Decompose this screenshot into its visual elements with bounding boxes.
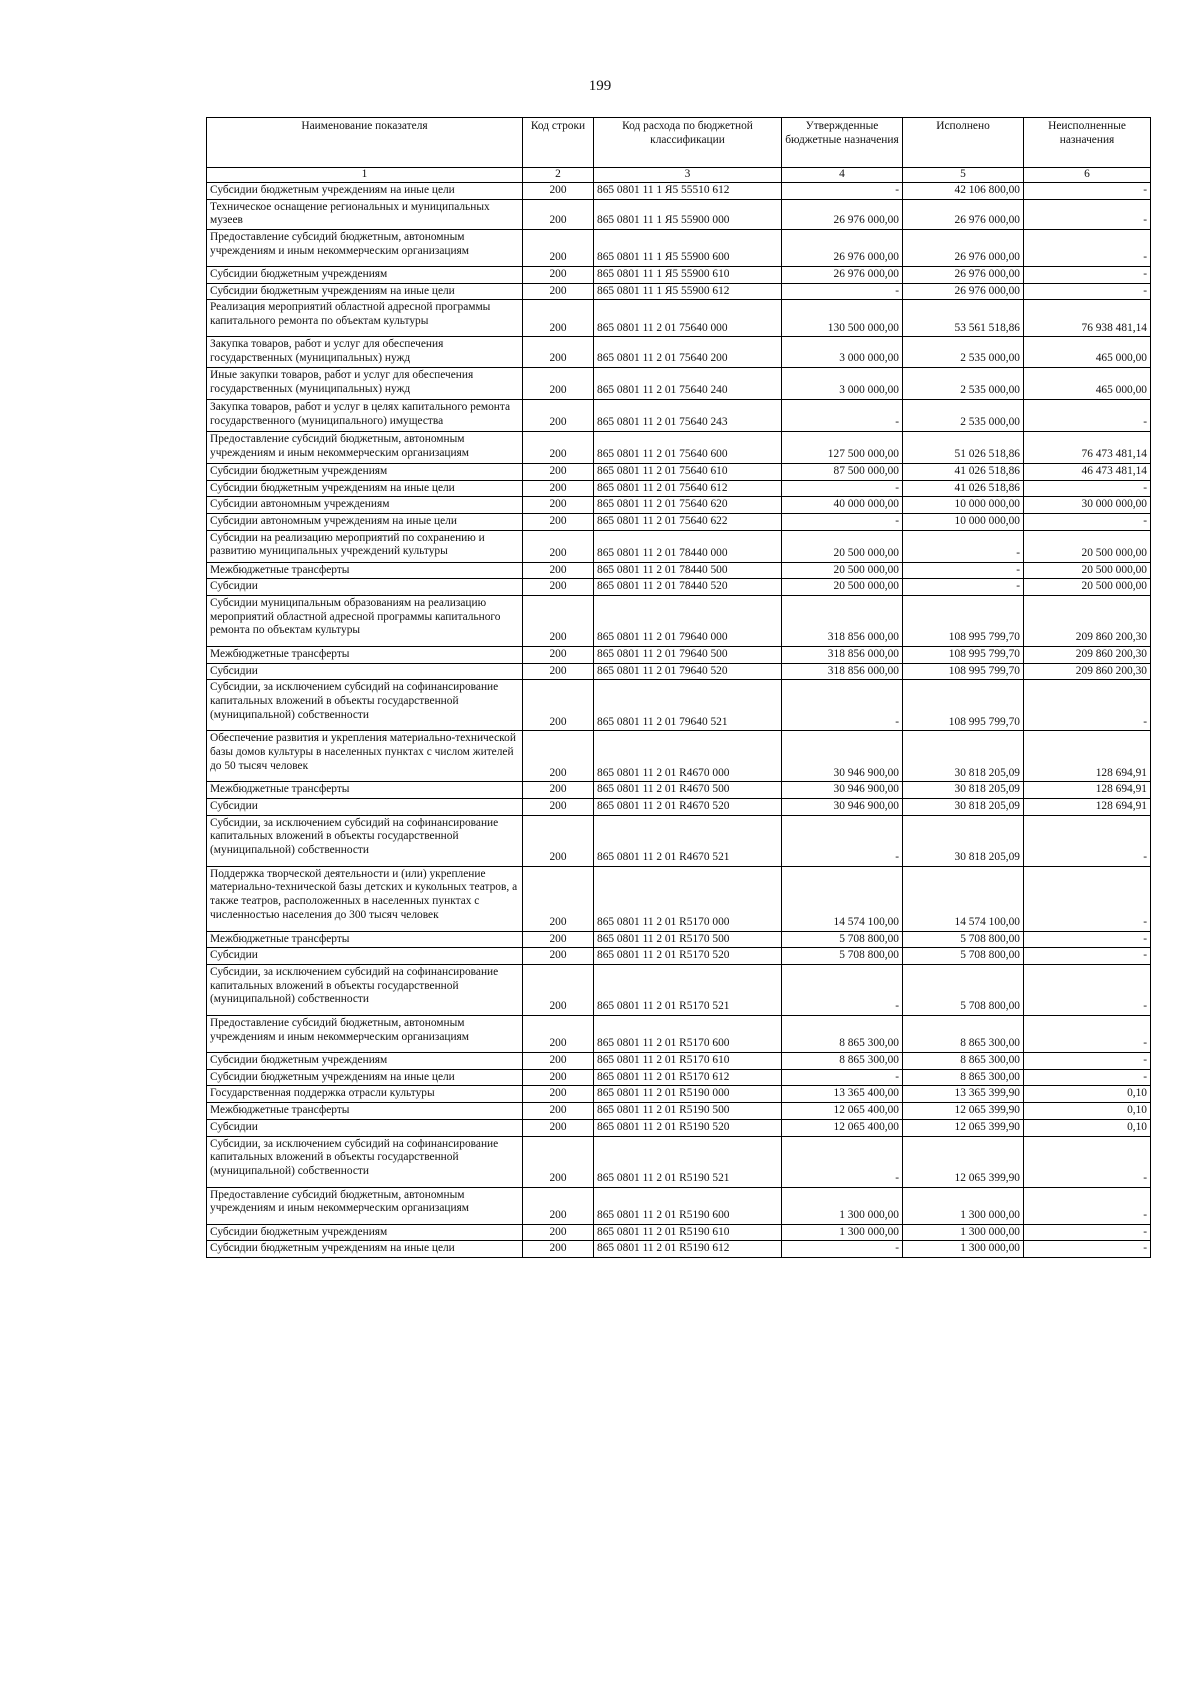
table-row <box>207 399 1151 431</box>
row-executed-amount: 1 300 000,00 <box>903 1187 1024 1224</box>
row-unexecuted-amount: - <box>1024 815 1151 866</box>
row-executed-amount: 8 865 300,00 <box>903 1053 1024 1070</box>
row-line-code: 200 <box>523 1187 594 1224</box>
row-line-code: 200 <box>523 267 594 284</box>
row-unexecuted-amount: - <box>1024 480 1151 497</box>
column-number: 3 <box>594 168 782 183</box>
row-approved-amount: 40 000 000,00 <box>782 497 903 514</box>
row-approved-amount: - <box>782 480 903 497</box>
row-unexecuted-amount: - <box>1024 399 1151 431</box>
row-line-code: 200 <box>523 367 594 399</box>
row-line-code: 200 <box>523 183 594 200</box>
table-body <box>207 183 1151 1258</box>
row-unexecuted-amount: - <box>1024 1187 1151 1224</box>
row-expense-code: 865 0801 11 2 01 R5190 600 <box>594 1187 782 1224</box>
row-expense-code: 865 0801 11 2 01 R5190 500 <box>594 1103 782 1120</box>
table-row <box>207 513 1151 530</box>
row-expense-code: 865 0801 11 2 01 79640 500 <box>594 646 782 663</box>
row-expense-code: 865 0801 11 1 Я5 55900 000 <box>594 199 782 229</box>
table-row <box>207 815 1151 866</box>
row-approved-amount: - <box>782 513 903 530</box>
table-row <box>207 731 1151 782</box>
row-expense-code: 865 0801 11 2 01 R4670 521 <box>594 815 782 866</box>
row-indicator-name: Субсидии бюджетным учреждениям <box>207 1224 523 1241</box>
row-expense-code: 865 0801 11 2 01 R4670 000 <box>594 731 782 782</box>
table-row <box>207 866 1151 931</box>
header-unexecuted: Неисполненные назначения <box>1024 118 1151 168</box>
row-approved-amount: 13 365 400,00 <box>782 1086 903 1103</box>
row-approved-amount: 1 300 000,00 <box>782 1187 903 1224</box>
row-expense-code: 865 0801 11 2 01 75640 610 <box>594 463 782 480</box>
table-row <box>207 1136 1151 1187</box>
row-line-code: 200 <box>523 731 594 782</box>
table-row <box>207 782 1151 799</box>
table-row <box>207 463 1151 480</box>
table-row <box>207 183 1151 200</box>
row-executed-amount: 30 818 205,09 <box>903 815 1024 866</box>
row-unexecuted-amount: - <box>1024 230 1151 267</box>
row-approved-amount: - <box>782 680 903 731</box>
row-approved-amount: - <box>782 1069 903 1086</box>
row-unexecuted-amount: 20 500 000,00 <box>1024 579 1151 596</box>
row-approved-amount: - <box>782 1136 903 1187</box>
row-expense-code: 865 0801 11 2 01 75640 243 <box>594 399 782 431</box>
table-row <box>207 646 1151 663</box>
row-indicator-name: Субсидии бюджетным учреждениям на иные цели <box>207 1241 523 1258</box>
table-row <box>207 480 1151 497</box>
row-unexecuted-amount: - <box>1024 283 1151 300</box>
row-expense-code: 865 0801 11 2 01 R5190 521 <box>594 1136 782 1187</box>
row-expense-code: 865 0801 11 2 01 79640 521 <box>594 680 782 731</box>
table-row <box>207 931 1151 948</box>
row-executed-amount: - <box>903 562 1024 579</box>
row-indicator-name: Межбюджетные трансферты <box>207 782 523 799</box>
table-row <box>207 497 1151 514</box>
row-approved-amount: - <box>782 183 903 200</box>
header-indicator-name: Наименование показателя <box>207 118 523 168</box>
row-unexecuted-amount: - <box>1024 1069 1151 1086</box>
row-executed-amount: - <box>903 530 1024 562</box>
row-approved-amount: 20 500 000,00 <box>782 562 903 579</box>
row-indicator-name: Субсидии бюджетным учреждениям <box>207 463 523 480</box>
row-approved-amount: 26 976 000,00 <box>782 267 903 284</box>
row-expense-code: 865 0801 11 2 01 R5190 612 <box>594 1241 782 1258</box>
row-indicator-name: Субсидии <box>207 1119 523 1136</box>
row-executed-amount: 2 535 000,00 <box>903 399 1024 431</box>
row-unexecuted-amount: - <box>1024 680 1151 731</box>
row-approved-amount: 12 065 400,00 <box>782 1119 903 1136</box>
row-executed-amount: 26 976 000,00 <box>903 230 1024 267</box>
row-indicator-name: Межбюджетные трансферты <box>207 646 523 663</box>
row-expense-code: 865 0801 11 2 01 75640 600 <box>594 431 782 463</box>
row-executed-amount: 108 995 799,70 <box>903 680 1024 731</box>
row-expense-code: 865 0801 11 2 01 R5170 521 <box>594 965 782 1016</box>
row-expense-code: 865 0801 11 2 01 75640 200 <box>594 337 782 367</box>
table-row <box>207 1069 1151 1086</box>
row-indicator-name: Межбюджетные трансферты <box>207 1103 523 1120</box>
row-executed-amount: 12 065 399,90 <box>903 1103 1024 1120</box>
table-row <box>207 1053 1151 1070</box>
row-expense-code: 865 0801 11 2 01 75640 620 <box>594 497 782 514</box>
table-row <box>207 1187 1151 1224</box>
row-line-code: 200 <box>523 399 594 431</box>
row-unexecuted-amount: 465 000,00 <box>1024 337 1151 367</box>
row-expense-code: 865 0801 11 1 Я5 55900 610 <box>594 267 782 284</box>
row-line-code: 200 <box>523 866 594 931</box>
row-executed-amount: 2 535 000,00 <box>903 367 1024 399</box>
row-line-code: 200 <box>523 480 594 497</box>
row-unexecuted-amount: 0,10 <box>1024 1119 1151 1136</box>
row-line-code: 200 <box>523 562 594 579</box>
row-line-code: 200 <box>523 965 594 1016</box>
row-indicator-name: Закупка товаров, работ и услуг в целях капитального ремонта государственного (муниципального) имущества <box>207 399 523 431</box>
row-approved-amount: - <box>782 1241 903 1258</box>
row-approved-amount: 20 500 000,00 <box>782 579 903 596</box>
row-indicator-name: Субсидии, за исключением субсидий на софинансирование капитальных вложений в объекты государственной (муниципальной) собственности <box>207 815 523 866</box>
row-executed-amount: 5 708 800,00 <box>903 948 1024 965</box>
header-row <box>207 118 1151 168</box>
row-indicator-name: Субсидии бюджетным учреждениям <box>207 1053 523 1070</box>
row-expense-code: 865 0801 11 2 01 78440 500 <box>594 562 782 579</box>
row-approved-amount: - <box>782 815 903 866</box>
table-row <box>207 1119 1151 1136</box>
row-line-code: 200 <box>523 1241 594 1258</box>
row-indicator-name: Субсидии <box>207 948 523 965</box>
row-line-code: 200 <box>523 230 594 267</box>
row-line-code: 200 <box>523 1119 594 1136</box>
row-unexecuted-amount: - <box>1024 1016 1151 1053</box>
table-row <box>207 965 1151 1016</box>
row-unexecuted-amount: 30 000 000,00 <box>1024 497 1151 514</box>
row-executed-amount: 12 065 399,90 <box>903 1136 1024 1187</box>
row-executed-amount: 26 976 000,00 <box>903 199 1024 229</box>
row-expense-code: 865 0801 11 2 01 79640 000 <box>594 595 782 646</box>
row-line-code: 200 <box>523 463 594 480</box>
row-expense-code: 865 0801 11 2 01 75640 622 <box>594 513 782 530</box>
row-indicator-name: Государственная поддержка отрасли культуры <box>207 1086 523 1103</box>
row-executed-amount: 10 000 000,00 <box>903 497 1024 514</box>
table-row <box>207 663 1151 680</box>
row-approved-amount: 5 708 800,00 <box>782 948 903 965</box>
row-executed-amount: 53 561 518,86 <box>903 300 1024 337</box>
row-indicator-name: Предоставление субсидий бюджетным, автономным учреждениям и иным некоммерческим организациям <box>207 1187 523 1224</box>
row-unexecuted-amount: - <box>1024 1053 1151 1070</box>
row-unexecuted-amount: - <box>1024 1136 1151 1187</box>
row-indicator-name: Субсидии бюджетным учреждениям на иные цели <box>207 183 523 200</box>
row-indicator-name: Поддержка творческой деятельности и (или) укрепление материально-технической базы детских и кукольных театров, а также театров, расположенных в населенных пунктах с численностью населения до 300 тысяч человек <box>207 866 523 931</box>
row-executed-amount: 5 708 800,00 <box>903 965 1024 1016</box>
table-row <box>207 1103 1151 1120</box>
row-approved-amount: 8 865 300,00 <box>782 1016 903 1053</box>
row-unexecuted-amount: 0,10 <box>1024 1103 1151 1120</box>
row-line-code: 200 <box>523 1103 594 1120</box>
table-row <box>207 283 1151 300</box>
row-expense-code: 865 0801 11 2 01 R5170 600 <box>594 1016 782 1053</box>
table-row <box>207 530 1151 562</box>
row-expense-code: 865 0801 11 2 01 78440 000 <box>594 530 782 562</box>
column-number: 5 <box>903 168 1024 183</box>
row-executed-amount: - <box>903 579 1024 596</box>
row-unexecuted-amount: 128 694,91 <box>1024 731 1151 782</box>
row-expense-code: 865 0801 11 2 01 75640 000 <box>594 300 782 337</box>
row-approved-amount: 318 856 000,00 <box>782 663 903 680</box>
row-unexecuted-amount: - <box>1024 513 1151 530</box>
column-number: 2 <box>523 168 594 183</box>
row-expense-code: 865 0801 11 1 Я5 55900 600 <box>594 230 782 267</box>
row-executed-amount: 1 300 000,00 <box>903 1224 1024 1241</box>
row-executed-amount: 14 574 100,00 <box>903 866 1024 931</box>
row-executed-amount: 30 818 205,09 <box>903 799 1024 816</box>
table-header <box>207 118 1151 183</box>
row-approved-amount: 14 574 100,00 <box>782 866 903 931</box>
row-unexecuted-amount: - <box>1024 948 1151 965</box>
row-unexecuted-amount: 20 500 000,00 <box>1024 562 1151 579</box>
table-row <box>207 595 1151 646</box>
row-approved-amount: - <box>782 283 903 300</box>
row-line-code: 200 <box>523 948 594 965</box>
row-expense-code: 865 0801 11 1 Я5 55510 612 <box>594 183 782 200</box>
row-expense-code: 865 0801 11 2 01 R4670 500 <box>594 782 782 799</box>
row-indicator-name: Межбюджетные трансферты <box>207 562 523 579</box>
table-row <box>207 300 1151 337</box>
row-indicator-name: Субсидии бюджетным учреждениям <box>207 267 523 284</box>
row-expense-code: 865 0801 11 2 01 75640 612 <box>594 480 782 497</box>
row-approved-amount: 127 500 000,00 <box>782 431 903 463</box>
budget-execution-table <box>206 117 1151 1258</box>
row-approved-amount: 30 946 900,00 <box>782 782 903 799</box>
row-indicator-name: Субсидии автономным учреждениям <box>207 497 523 514</box>
row-executed-amount: 8 865 300,00 <box>903 1016 1024 1053</box>
row-unexecuted-amount: - <box>1024 199 1151 229</box>
row-expense-code: 865 0801 11 2 01 R5170 612 <box>594 1069 782 1086</box>
row-approved-amount: 5 708 800,00 <box>782 931 903 948</box>
row-approved-amount: 20 500 000,00 <box>782 530 903 562</box>
row-executed-amount: 42 106 800,00 <box>903 183 1024 200</box>
row-line-code: 200 <box>523 815 594 866</box>
row-executed-amount: 10 000 000,00 <box>903 513 1024 530</box>
header-approved: Утвержденные бюджетные назначения <box>782 118 903 168</box>
row-approved-amount: 3 000 000,00 <box>782 337 903 367</box>
row-approved-amount: 3 000 000,00 <box>782 367 903 399</box>
row-executed-amount: 108 995 799,70 <box>903 663 1024 680</box>
row-indicator-name: Субсидии, за исключением субсидий на софинансирование капитальных вложений в объекты государственной (муниципальной) собственности <box>207 1136 523 1187</box>
row-expense-code: 865 0801 11 2 01 R5190 610 <box>594 1224 782 1241</box>
row-approved-amount: 8 865 300,00 <box>782 1053 903 1070</box>
row-expense-code: 865 0801 11 2 01 78440 520 <box>594 579 782 596</box>
row-line-code: 200 <box>523 646 594 663</box>
row-line-code: 200 <box>523 680 594 731</box>
row-expense-code: 865 0801 11 2 01 75640 240 <box>594 367 782 399</box>
row-expense-code: 865 0801 11 2 01 R5170 000 <box>594 866 782 931</box>
row-approved-amount: - <box>782 399 903 431</box>
row-line-code: 200 <box>523 1086 594 1103</box>
row-indicator-name: Предоставление субсидий бюджетным, автономным учреждениям и иным некоммерческим организациям <box>207 230 523 267</box>
row-indicator-name: Субсидии на реализацию мероприятий по сохранению и развитию муниципальных учреждений культуры <box>207 530 523 562</box>
row-unexecuted-amount: - <box>1024 267 1151 284</box>
row-executed-amount: 2 535 000,00 <box>903 337 1024 367</box>
row-expense-code: 865 0801 11 2 01 R5190 000 <box>594 1086 782 1103</box>
table-row <box>207 367 1151 399</box>
column-number: 6 <box>1024 168 1151 183</box>
row-indicator-name: Обеспечение развития и укрепления материально-технической базы домов культуры в населенных пунктах с числом жителей до 50 тысяч человек <box>207 731 523 782</box>
row-unexecuted-amount: 209 860 200,30 <box>1024 595 1151 646</box>
column-number-row <box>207 168 1151 183</box>
row-approved-amount: 30 946 900,00 <box>782 731 903 782</box>
row-indicator-name: Техническое оснащение региональных и муниципальных музеев <box>207 199 523 229</box>
column-number: 4 <box>782 168 903 183</box>
table-row <box>207 1224 1151 1241</box>
column-number: 1 <box>207 168 523 183</box>
table-row <box>207 1016 1151 1053</box>
row-indicator-name: Субсидии, за исключением субсидий на софинансирование капитальных вложений в объекты государственной (муниципальной) собственности <box>207 965 523 1016</box>
row-expense-code: 865 0801 11 1 Я5 55900 612 <box>594 283 782 300</box>
row-approved-amount: 1 300 000,00 <box>782 1224 903 1241</box>
row-unexecuted-amount: - <box>1024 1224 1151 1241</box>
row-unexecuted-amount: - <box>1024 866 1151 931</box>
page-number: 199 <box>588 78 612 94</box>
row-executed-amount: 108 995 799,70 <box>903 646 1024 663</box>
row-approved-amount: 87 500 000,00 <box>782 463 903 480</box>
row-unexecuted-amount: 128 694,91 <box>1024 782 1151 799</box>
row-unexecuted-amount: - <box>1024 183 1151 200</box>
row-line-code: 200 <box>523 497 594 514</box>
row-unexecuted-amount: - <box>1024 965 1151 1016</box>
row-unexecuted-amount: 209 860 200,30 <box>1024 663 1151 680</box>
row-indicator-name: Субсидии автономным учреждениям на иные цели <box>207 513 523 530</box>
table-row <box>207 230 1151 267</box>
table-row <box>207 680 1151 731</box>
table-row <box>207 199 1151 229</box>
row-unexecuted-amount: 209 860 200,30 <box>1024 646 1151 663</box>
row-line-code: 200 <box>523 513 594 530</box>
row-indicator-name: Реализация мероприятий областной адресной программы капитального ремонта по объектам культуры <box>207 300 523 337</box>
row-indicator-name: Субсидии <box>207 799 523 816</box>
row-indicator-name: Предоставление субсидий бюджетным, автономным учреждениям и иным некоммерческим организациям <box>207 431 523 463</box>
row-executed-amount: 41 026 518,86 <box>903 480 1024 497</box>
row-approved-amount: 26 976 000,00 <box>782 199 903 229</box>
row-executed-amount: 12 065 399,90 <box>903 1119 1024 1136</box>
table-row <box>207 799 1151 816</box>
row-line-code: 200 <box>523 283 594 300</box>
row-approved-amount: 318 856 000,00 <box>782 646 903 663</box>
row-executed-amount: 26 976 000,00 <box>903 283 1024 300</box>
row-indicator-name: Предоставление субсидий бюджетным, автономным учреждениям и иным некоммерческим организациям <box>207 1016 523 1053</box>
row-executed-amount: 13 365 399,90 <box>903 1086 1024 1103</box>
table-row <box>207 562 1151 579</box>
row-line-code: 200 <box>523 579 594 596</box>
table-row <box>207 431 1151 463</box>
row-line-code: 200 <box>523 300 594 337</box>
row-expense-code: 865 0801 11 2 01 79640 520 <box>594 663 782 680</box>
row-indicator-name: Субсидии бюджетным учреждениям на иные цели <box>207 480 523 497</box>
row-indicator-name: Межбюджетные трансферты <box>207 931 523 948</box>
header-executed: Исполнено <box>903 118 1024 168</box>
row-approved-amount: 130 500 000,00 <box>782 300 903 337</box>
row-line-code: 200 <box>523 1069 594 1086</box>
row-line-code: 200 <box>523 595 594 646</box>
row-line-code: 200 <box>523 799 594 816</box>
row-expense-code: 865 0801 11 2 01 R5170 520 <box>594 948 782 965</box>
row-indicator-name: Субсидии <box>207 663 523 680</box>
row-unexecuted-amount: 0,10 <box>1024 1086 1151 1103</box>
row-approved-amount: - <box>782 965 903 1016</box>
row-executed-amount: 8 865 300,00 <box>903 1069 1024 1086</box>
row-executed-amount: 26 976 000,00 <box>903 267 1024 284</box>
row-line-code: 200 <box>523 1053 594 1070</box>
row-approved-amount: 12 065 400,00 <box>782 1103 903 1120</box>
row-line-code: 200 <box>523 1224 594 1241</box>
row-line-code: 200 <box>523 931 594 948</box>
table-row <box>207 337 1151 367</box>
row-line-code: 200 <box>523 663 594 680</box>
row-line-code: 200 <box>523 1016 594 1053</box>
table-row <box>207 1086 1151 1103</box>
row-approved-amount: 30 946 900,00 <box>782 799 903 816</box>
row-indicator-name: Субсидии <box>207 579 523 596</box>
row-unexecuted-amount: 46 473 481,14 <box>1024 463 1151 480</box>
row-line-code: 200 <box>523 782 594 799</box>
row-expense-code: 865 0801 11 2 01 R5170 500 <box>594 931 782 948</box>
row-unexecuted-amount: 128 694,91 <box>1024 799 1151 816</box>
row-unexecuted-amount: - <box>1024 1241 1151 1258</box>
row-indicator-name: Субсидии, за исключением субсидий на софинансирование капитальных вложений в объекты государственной (муниципальной) собственности <box>207 680 523 731</box>
row-expense-code: 865 0801 11 2 01 R5190 520 <box>594 1119 782 1136</box>
header-line-code: Код строки <box>523 118 594 168</box>
row-line-code: 200 <box>523 431 594 463</box>
row-unexecuted-amount: 76 938 481,14 <box>1024 300 1151 337</box>
row-unexecuted-amount: 20 500 000,00 <box>1024 530 1151 562</box>
table-row <box>207 267 1151 284</box>
table-row <box>207 948 1151 965</box>
header-expense-code: Код расхода по бюджетной классификации <box>594 118 782 168</box>
row-indicator-name: Субсидии бюджетным учреждениям на иные цели <box>207 283 523 300</box>
row-line-code: 200 <box>523 199 594 229</box>
row-expense-code: 865 0801 11 2 01 R4670 520 <box>594 799 782 816</box>
row-line-code: 200 <box>523 337 594 367</box>
row-executed-amount: 108 995 799,70 <box>903 595 1024 646</box>
row-approved-amount: 318 856 000,00 <box>782 595 903 646</box>
row-executed-amount: 30 818 205,09 <box>903 782 1024 799</box>
row-executed-amount: 1 300 000,00 <box>903 1241 1024 1258</box>
row-indicator-name: Субсидии бюджетным учреждениям на иные цели <box>207 1069 523 1086</box>
row-unexecuted-amount: 76 473 481,14 <box>1024 431 1151 463</box>
row-indicator-name: Субсидии муниципальным образованиям на реализацию мероприятий областной адресной программы капитального ремонта по объектам культуры <box>207 595 523 646</box>
table-row <box>207 579 1151 596</box>
row-executed-amount: 41 026 518,86 <box>903 463 1024 480</box>
row-indicator-name: Иные закупки товаров, работ и услуг для обеспечения государственных (муниципальных) нужд <box>207 367 523 399</box>
table-row <box>207 1241 1151 1258</box>
row-executed-amount: 30 818 205,09 <box>903 731 1024 782</box>
row-executed-amount: 51 026 518,86 <box>903 431 1024 463</box>
row-line-code: 200 <box>523 1136 594 1187</box>
row-indicator-name: Закупка товаров, работ и услуг для обеспечения государственных (муниципальных) нужд <box>207 337 523 367</box>
row-line-code: 200 <box>523 530 594 562</box>
row-executed-amount: 5 708 800,00 <box>903 931 1024 948</box>
row-approved-amount: 26 976 000,00 <box>782 230 903 267</box>
row-unexecuted-amount: 465 000,00 <box>1024 367 1151 399</box>
row-expense-code: 865 0801 11 2 01 R5170 610 <box>594 1053 782 1070</box>
row-unexecuted-amount: - <box>1024 931 1151 948</box>
